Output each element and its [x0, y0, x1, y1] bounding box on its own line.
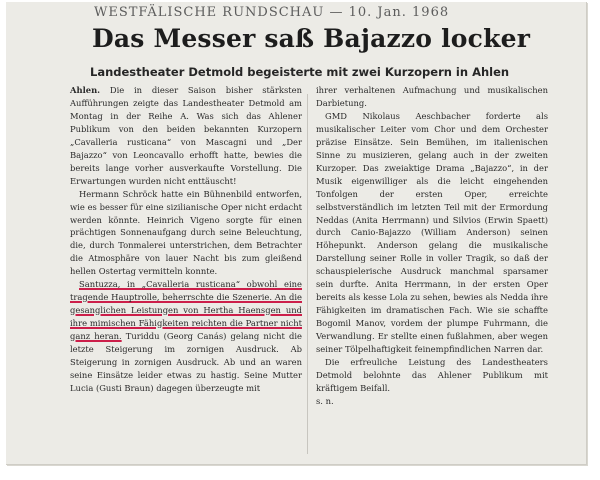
paragraph-text: Die in dieser Saison bisher stärksten Aufführungen zeigte das Landestheater Detmold am Montag in der Reihe A. Was sich das Ahlener Publikum von den beiden bekannten Kurzopern „Cavalleria rusticana“ von Mascagni und „Der Bajazzo“ von Leoncavallo erhofft hatte, bewies die bereits lange vorher ausverkaufte Vorstellung. Die Erwartungen wurden nicht enttäuscht!	[70, 85, 302, 186]
article-paragraph: Die erfreuliche Leistung des Landestheaters Detmold belohnte das Ahlener Publikum mit kräftigem Beifall.	[316, 357, 548, 393]
newspaper-masthead: WESTFÄLISCHE RUNDSCHAU — 10. Jan. 1968	[94, 5, 450, 20]
highlighted-passage: Santuzza, in „Cavalleria rusticana“ obwohl eine tragende Hauptrolle, beherrschte die Szenerie. An die gesanglichen Leistungen von Hertha Haensgen und ihre mimischen Fähigkeiten reichten die Partner nicht ganz heran.	[70, 279, 302, 342]
article-column-right	[316, 84, 548, 408]
article-paragraph: ihrer verhaltenen Aufmachung und musikalischen Darbietung.	[316, 85, 548, 108]
article-author: s. n.	[316, 395, 334, 406]
article-headline: Das Messer saß Bajazzo locker	[92, 24, 531, 53]
article-paragraph: GMD Nikolaus Aeschbacher forderte als musikalischer Leiter vom Chor und dem Orchester präzise Einsätze. Sein Bemühen, im italienischen Sinne zu musizieren, gelang auch in der zweiten Kurzoper. Das zweiaktige Drama „Bajazzo“, in der Musik eigenwilliger als die leicht eingehenden Tonfolgen der ersten Oper, erreichte selbstverständlich im letzten Teil mit der Ermordung Neddas (Anita Herrmann) und Silvios (Erwin Spaett) durch Canio-Bajazzo (William Anderson) seinen Höhepunkt. Anderson gelang die musikalische Darstellung seiner Rolle in voller Tragik, so daß der schauspielerische Ausdruck manchmal sparsamer sein durfte. Anita Herrmann, in der ersten Oper bereits als kesse Lola zu sehen, bewies als Nedda ihre Fähigkeiten im dramatischen Fach. Wie sie schaffte Bogomil Manov, vordem der plumpe Fuhrmann, die Verwandlung. Er stellte einen fußlahmen, aber wegen seiner Tölpelhaftigkeit feinempfindlichen Narren dar.	[316, 110, 548, 355]
newspaper-clipping	[6, 2, 587, 465]
paragraph-text: Turiddu (Georg Canás) gelang nicht die letzte Steigerung im zornigen Ausdruck. Ab Steigerung in zornigen Ausdruck. Ab und an waren seine Einsätze leider etwas zu hastig. Seine Mutter Lucia (Gusti Braun) dagegen überzeugte mit	[70, 331, 302, 393]
article-paragraph	[70, 84, 302, 188]
article-dateline: Ahlen.	[70, 85, 101, 95]
article-paragraph	[70, 278, 302, 395]
article-column-left	[70, 84, 302, 395]
article-subheadline: Landestheater Detmold begeisterte mit zwei Kurzopern in Ahlen	[90, 65, 510, 79]
column-divider	[307, 94, 308, 454]
article-paragraph: Hermann Schröck hatte ein Bühnenbild entworfen, wie es besser für eine sizilianische Oper nicht erdacht werden könnte. Heinrich Vigeno sorgte für einen prächtigen Sonnenaufgang durch seine Beleuchtung, die, durch Tonmalerei unterstrichen, dem Betrachter die Atmosphäre von lauer Nacht bis zum gleißend hellen Ostertag vermitteln konnte.	[70, 188, 302, 277]
